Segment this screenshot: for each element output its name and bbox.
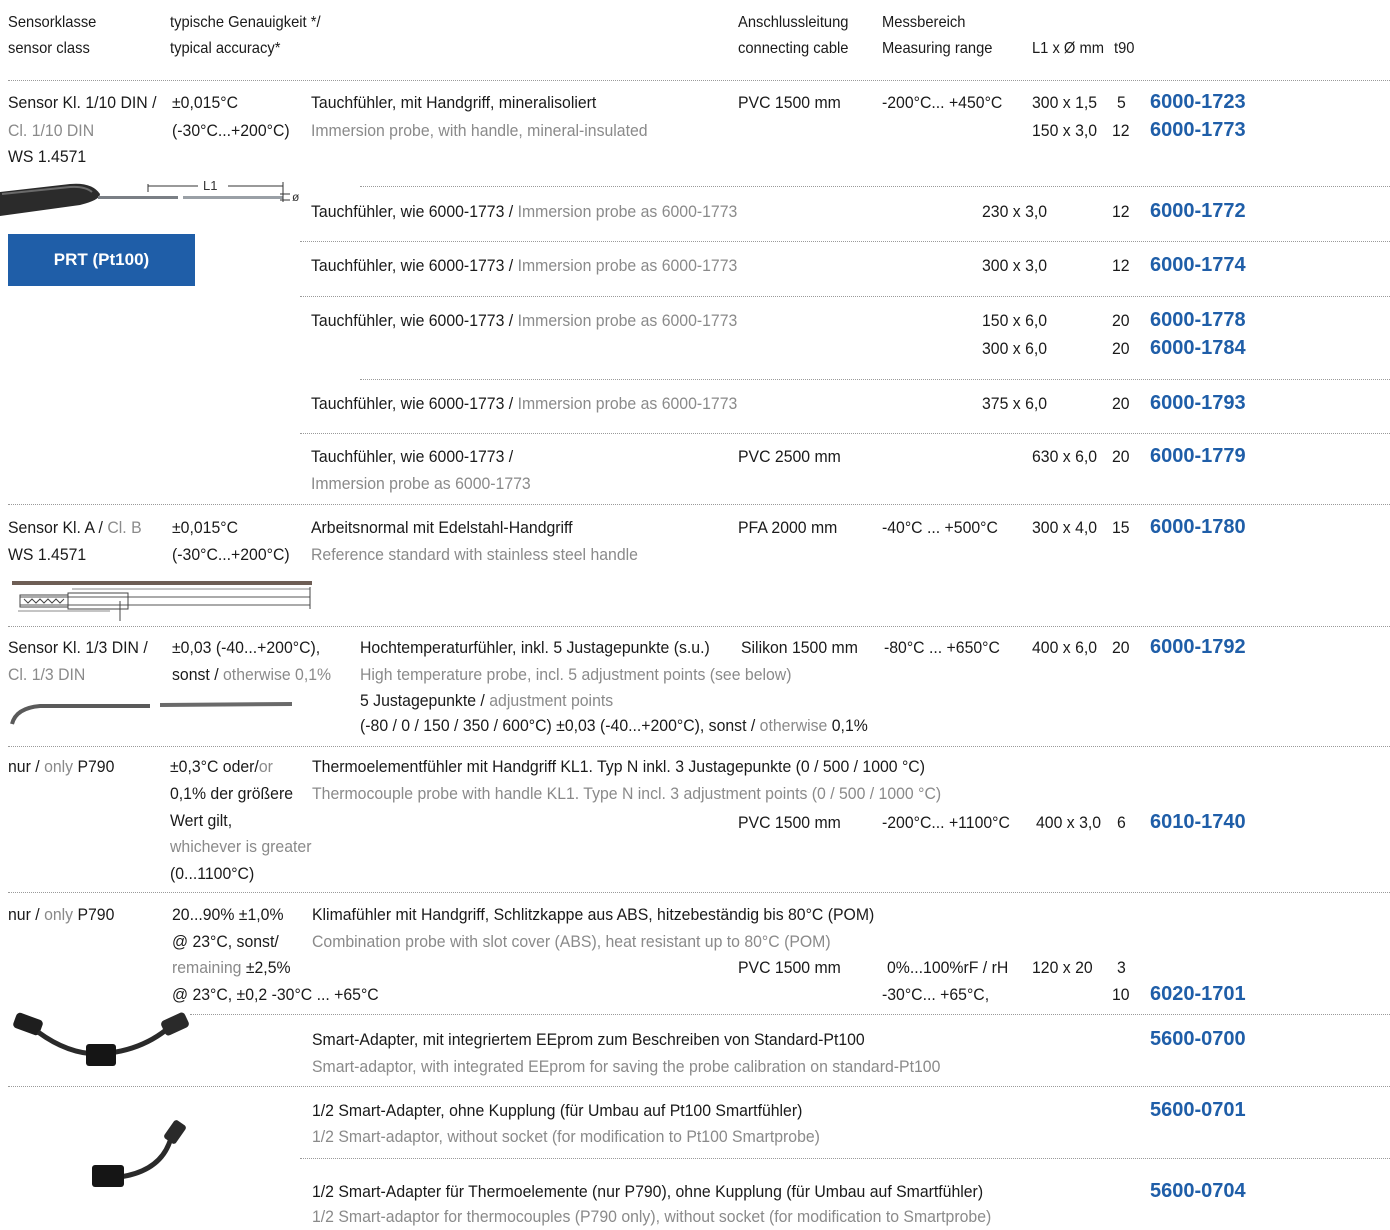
cable: PVC 1500 mm [738,813,841,832]
sensor-class-en: only [44,905,74,924]
cable: PVC 1500 mm [738,958,841,977]
accuracy-de: ±0,3°C oder/ [170,757,259,776]
description-en: High temperature probe, incl. 5 adjustment points (see below) [360,665,792,684]
divider [8,80,1390,81]
cable: Silikon 1500 mm [741,638,858,657]
accuracy [170,757,273,777]
accuracy: ±0,03 (-40...+200°C), [172,638,321,657]
smart-adapter-image [8,1010,193,1080]
divider [360,186,1390,187]
measuring-range: -200°C... +450°C [882,93,1003,112]
header-t90: t90 [1114,40,1135,57]
sensor-class-de: nur [8,757,31,776]
article-number: 5600-0704 [1150,1180,1246,1202]
half-smart-adapter-image [80,1115,200,1195]
material: WS 1.4571 [8,147,87,166]
header-class-de: Sensorklasse [8,14,97,31]
separator: / [508,256,514,275]
divider [300,1158,1390,1159]
measuring-range: -80°C ... +650°C [884,638,1000,657]
description-en: Smart-adaptor, with integrated EEprom for saving the probe calibration on standard-Pt100 [312,1057,941,1076]
t90-value: 12 [1112,256,1130,275]
article-number: 6000-1773 [1150,119,1246,141]
divider [300,433,1390,434]
t90-value: 20 [1112,339,1130,358]
measuring-range-humidity: 0%...100%rF / rH [887,958,1009,977]
t90-value: 5 [1117,93,1126,112]
description-en: Combination probe with slot cover (ABS), heat resistant up to 80°C (POM) [312,932,831,951]
divider [300,296,1390,297]
sensor-class-en: Cl. 1/10 DIN [8,121,95,140]
accuracy-en: or [258,757,273,776]
dimensions: 230 x 3,0 [982,202,1048,221]
dimensions: 300 x 1,5 [1032,93,1098,112]
description-de: Smart-Adapter, mit integriertem EEprom zum Beschreiben von Standard-Pt100 [312,1030,865,1049]
adjustment-points [360,691,613,711]
adjustment-values-de: (-80 / 0 / 150 / 350 / 600°C) ±0,03 (-40...+200°C), sonst [360,716,747,735]
accuracy-line-3 [172,958,291,978]
description-de: Tauchfühler, wie 6000-1773 [311,256,505,275]
divider [8,1086,1390,1087]
dimensions: 375 x 6,0 [982,394,1048,413]
dimensions: 300 x 3,0 [982,256,1048,275]
description [311,394,737,414]
article-number: 5600-0700 [1150,1028,1246,1050]
description-de: Arbeitsnormal mit Edelstahl-Handgriff [311,518,573,537]
accuracy-otherwise [172,665,331,685]
description-de: Tauchfühler, wie 6000-1773 / [311,447,514,466]
description-en: Immersion probe as 6000-1773 [517,202,738,221]
sensor-class-de: Sensor Kl. A [8,518,95,537]
header-range-en: Measuring range [882,40,993,57]
sensor-class-de: Sensor Kl. 1/10 DIN / [8,93,157,112]
article-number: 6000-1772 [1150,200,1246,222]
cable: PFA 2000 mm [738,518,838,537]
dimensions: 150 x 6,0 [982,311,1048,330]
sensor-class [8,905,114,925]
adjustment-points-de: 5 Justagepunkte [360,691,477,710]
t90-humidity: 3 [1117,958,1126,977]
description-de: Hochtemperaturfühler, inkl. 5 Justagepunkte (s.u.) [360,638,710,657]
dimension-label-l1: L1 [203,178,218,193]
article-number: 6000-1780 [1150,516,1246,538]
t90-temperature: 10 [1112,985,1130,1004]
header-cable-de: Anschlussleitung [738,14,849,31]
header-dimensions: L1 x Ø mm [1032,40,1104,57]
description [311,202,737,222]
material: WS 1.4571 [8,545,87,564]
dimensions: 300 x 6,0 [982,339,1048,358]
separator: / [35,757,40,776]
dimensions: 400 x 3,0 [1036,813,1102,832]
measuring-range: -40°C ... +500°C [882,518,998,537]
t90-value: 20 [1112,394,1130,413]
dimension-label-diameter: ø [292,190,300,204]
header-accuracy-en: typical accuracy* [170,40,281,57]
description-de: Thermoelementfühler mit Handgriff KL1. Typ N inkl. 3 Justagepunkte (0 / 500 / 1000 °C) [312,757,925,776]
adjustment-values-tail: 0,1% [831,716,868,735]
sensor-class-tail: P790 [77,757,115,776]
separator: / [508,311,514,330]
description-de: Tauchfühler, wie 6000-1773 [311,311,505,330]
separator: / [750,716,756,735]
description-en: 1/2 Smart-adaptor, without socket (for modification to Pt100 Smartprobe) [312,1127,820,1146]
sensor-class-tail: P790 [77,905,115,924]
accuracy-line-2: 0,1% der größere [170,784,294,803]
measuring-range-temperature: -30°C... +65°C, [882,985,990,1004]
dimensions: 400 x 6,0 [1032,638,1098,657]
divider [190,1014,1390,1015]
description-de: 1/2 Smart-Adapter, ohne Kupplung (für Umbau auf Pt100 Smartfühler) [312,1101,803,1120]
accuracy-remaining-en: remaining [172,958,242,977]
reference-standard-drawing [10,575,320,625]
immersion-probe-image [0,172,310,222]
article-number: 6000-1774 [1150,254,1246,276]
accuracy-line-2: @ 23°C, sonst/ [172,932,279,951]
t90-value: 20 [1112,638,1130,657]
article-number: 6000-1792 [1150,636,1246,658]
header-class-en: sensor class [8,40,90,57]
description-en: 1/2 Smart-adaptor for thermocouples (P790 only), without socket (for modification to Smartprobe) [312,1207,992,1226]
article-number: 6000-1779 [1150,445,1246,467]
description-en: Thermocouple probe with handle KL1. Type N incl. 3 adjustment points (0 / 500 / 1000 °C) [312,784,942,803]
divider [8,626,1390,627]
adjustment-points-en: adjustment points [489,691,614,710]
accuracy-remaining-value: ±2,5% [245,958,291,977]
sensor-class [8,757,114,777]
description-de: Tauchfühler, wie 6000-1773 [311,202,505,221]
separator: / [480,691,485,710]
sensor-class-en: only [44,757,74,776]
dimensions: 150 x 3,0 [1032,121,1098,140]
accuracy-line-3: Wert gilt, [170,811,233,830]
sensor-class-en: Cl. 1/3 DIN [8,665,86,684]
dimensions: 630 x 6,0 [1032,447,1098,466]
accuracy-otherwise-de: sonst [172,665,210,684]
accuracy-line-5: (0...1100°C) [170,864,255,883]
header-accuracy-de: typische Genauigkeit */ [170,14,321,31]
description-de: Tauchfühler, wie 6000-1773 [311,394,505,413]
article-number: 6020-1701 [1150,983,1246,1005]
t90-value: 20 [1112,447,1130,466]
high-temperature-probe-image [10,690,300,730]
description [311,311,737,331]
adjustment-values-en: otherwise [759,716,828,735]
description-en: Immersion probe, with handle, mineral-insulated [311,121,648,140]
accuracy-range: (-30°C...+200°C) [172,121,290,140]
sensor-class-en: Cl. B [107,518,142,537]
accuracy-line-4: whichever is greater [170,837,312,856]
accuracy: ±0,015°C [172,93,238,112]
accuracy-line-4: @ 23°C, ±0,2 -30°C ... +65°C [172,985,379,1004]
header-range-de: Messbereich [882,14,966,31]
divider [300,241,1390,242]
article-number: 6000-1793 [1150,392,1246,414]
t90-value: 15 [1112,518,1130,537]
sensor-type-badge: PRT (Pt100) [8,234,195,286]
article-number: 6000-1778 [1150,309,1246,331]
divider [360,379,1390,380]
t90-value: 12 [1112,121,1130,140]
header-cable-en: connecting cable [738,40,849,57]
dimensions: 120 x 20 [1032,958,1093,977]
description-en: Immersion probe as 6000-1773 [517,311,738,330]
accuracy-range: (-30°C...+200°C) [172,545,290,564]
separator: / [98,518,103,537]
description-en: Immersion probe as 6000-1773 [517,256,738,275]
cable: PVC 1500 mm [738,93,841,112]
accuracy: 20...90% ±1,0% [172,905,284,924]
t90-value: 12 [1112,202,1130,221]
separator: / [35,905,40,924]
description-en: Immersion probe as 6000-1773 [517,394,738,413]
separator: / [214,665,219,684]
description-de: 1/2 Smart-Adapter für Thermoelemente (nur P790), ohne Kupplung (für Umbau auf Smartfühler) [312,1182,984,1201]
description-de: Tauchfühler, mit Handgriff, mineralisoliert [311,93,597,112]
divider [8,892,1390,893]
adjustment-values [360,716,868,736]
accuracy: ±0,015°C [172,518,238,537]
measuring-range: -200°C... +1100°C [882,813,1010,832]
dimensions: 300 x 4,0 [1032,518,1098,537]
sensor-class-de: Sensor Kl. 1/3 DIN / [8,638,148,657]
divider [8,504,1390,505]
article-number: 6010-1740 [1150,811,1246,833]
description-en: Immersion probe as 6000-1773 [311,474,531,493]
description [311,256,737,276]
t90-value: 20 [1112,311,1130,330]
separator: / [508,394,514,413]
cable: PVC 2500 mm [738,447,841,466]
description-de: Klimafühler mit Handgriff, Schlitzkappe aus ABS, hitzebeständig bis 80°C (POM) [312,905,875,924]
description-en: Reference standard with stainless steel handle [311,545,638,564]
divider [8,746,1390,747]
accuracy-otherwise-en: otherwise 0,1% [223,665,332,684]
article-number: 6000-1784 [1150,337,1246,359]
sensor-class [8,518,142,538]
sensor-class-de: nur [8,905,31,924]
article-number: 5600-0701 [1150,1099,1246,1121]
separator: / [508,202,514,221]
article-number: 6000-1723 [1150,91,1246,113]
t90-value: 6 [1117,813,1126,832]
